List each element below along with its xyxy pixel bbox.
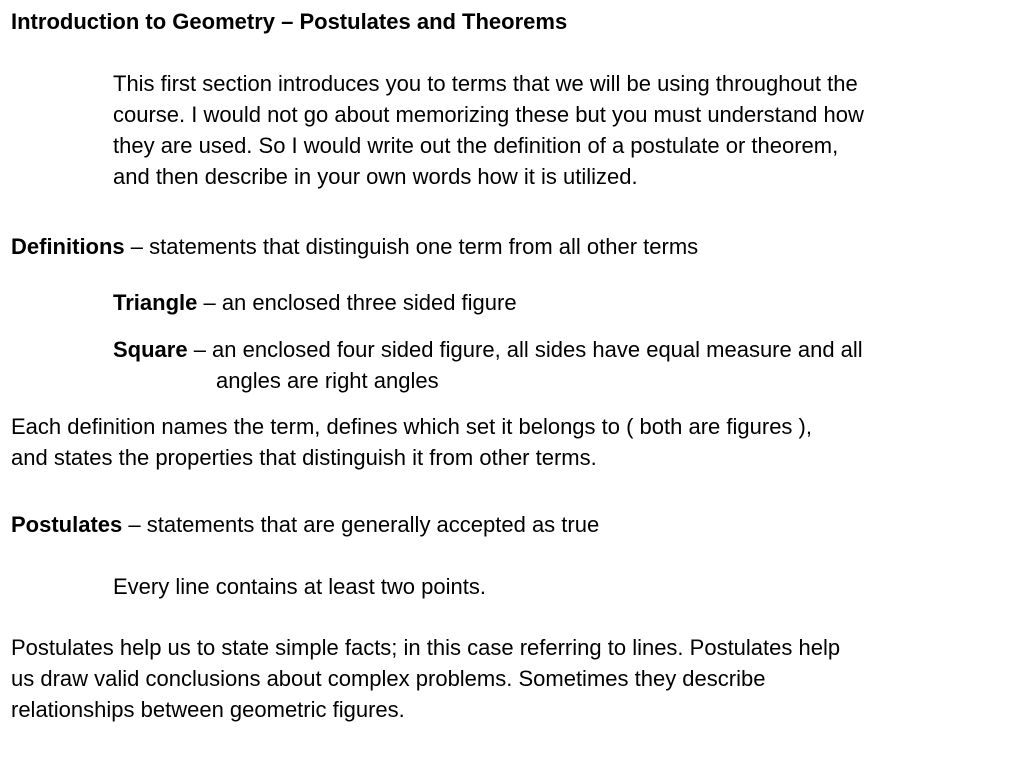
triangle-term: Triangle <box>113 290 198 315</box>
definitions-description: – statements that distinguish one term from all other terms <box>124 234 699 259</box>
square-description: – an enclosed four sided figure, all sides have equal measure and all <box>187 337 863 362</box>
intro-line: and then describe in your own words how it is utilized. <box>113 164 638 189</box>
definitions-heading <box>11 231 698 262</box>
definitions-explanation <box>11 411 1011 473</box>
page-title: Introduction to Geometry – Postulates and Theorems <box>11 9 568 34</box>
postulates-term: Postulates <box>11 512 123 537</box>
explanation-line: and states the properties that distinguish it from other terms. <box>11 445 597 470</box>
triangle-definition <box>113 287 517 318</box>
postulates-explanation <box>11 632 1011 725</box>
explanation-line: relationships between geometric figures. <box>11 697 405 722</box>
postulates-description: – statements that are generally accepted as true <box>122 512 600 537</box>
intro-line: This first section introduces you to terms that we will be using throughout the <box>113 71 858 96</box>
postulate-example: Every line contains at least two points. <box>113 574 486 599</box>
intro-paragraph <box>113 68 1003 192</box>
explanation-line: Each definition names the term, defines which set it belongs to ( both are figures ), <box>11 414 812 439</box>
intro-line: course. I would not go about memorizing these but you must understand how <box>113 102 864 127</box>
square-line-2: angles are right angles <box>216 368 439 393</box>
explanation-line: us draw valid conclusions about complex problems. Sometimes they describe <box>11 666 766 691</box>
postulates-heading <box>11 509 599 540</box>
square-definition <box>113 334 1013 396</box>
intro-line: they are used. So I would write out the definition of a postulate or theorem, <box>113 133 839 158</box>
square-term: Square <box>113 337 188 362</box>
explanation-line: Postulates help us to state simple facts; in this case referring to lines. Postulates help <box>11 635 841 660</box>
triangle-description: – an enclosed three sided figure <box>197 290 517 315</box>
square-line-1 <box>113 334 1013 365</box>
definitions-term: Definitions <box>11 234 125 259</box>
